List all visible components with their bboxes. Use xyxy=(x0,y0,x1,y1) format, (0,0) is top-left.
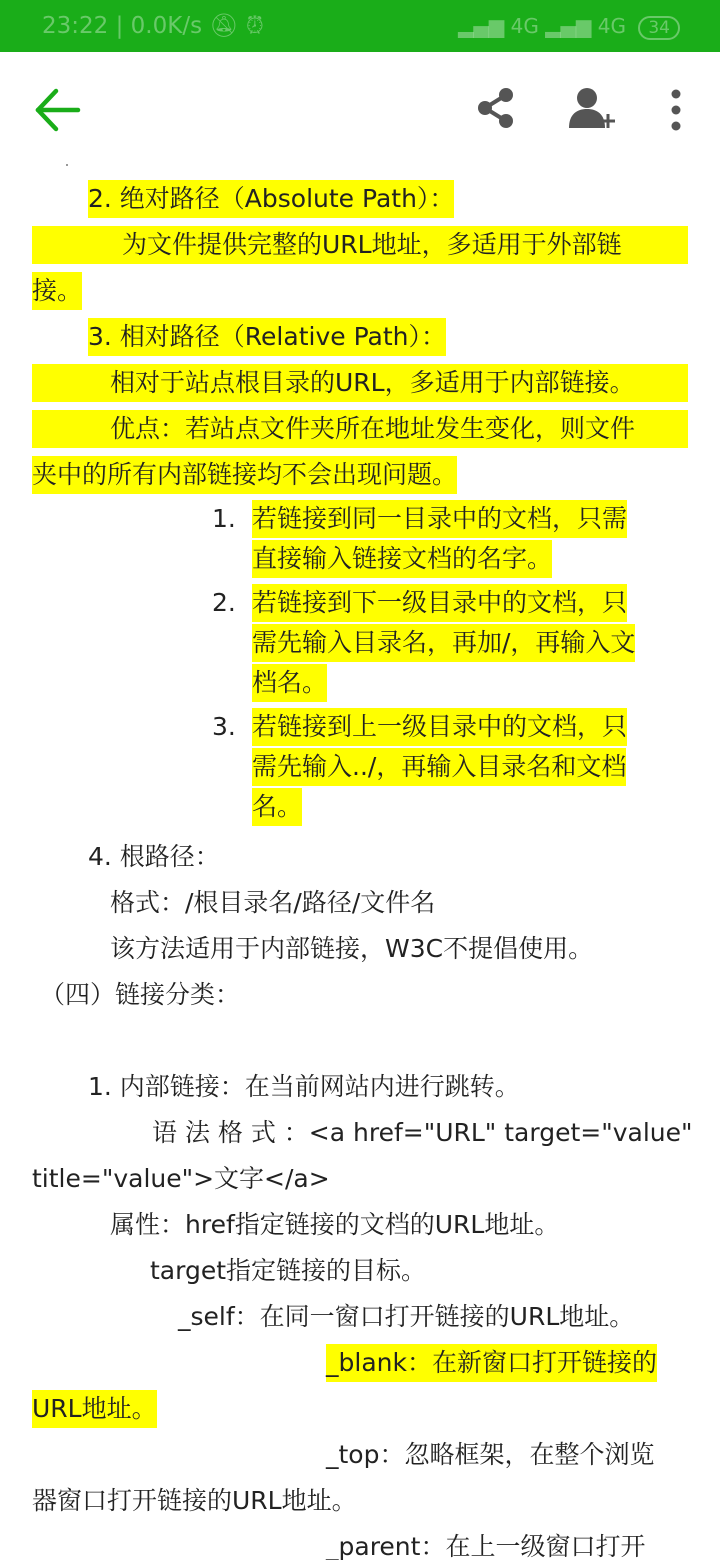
syntax-line2: title="value">文字</a> xyxy=(32,1164,330,1193)
target-blank-line1: _blank：在新窗口打开链接的 xyxy=(326,1344,657,1382)
list-number: 1. xyxy=(212,504,236,533)
target-top-line1: _top：忽略框架，在整个浏览 xyxy=(326,1440,655,1469)
mute-icon: 🔕︎ xyxy=(209,13,239,39)
target-parent-line1: _parent：在上一级窗口打开 xyxy=(326,1532,646,1560)
internal-link-heading: 1. 内部链接：在当前网站内进行跳转。 xyxy=(88,1072,520,1101)
more-vertical-icon xyxy=(664,88,688,132)
target-blank-line2: URL地址。 xyxy=(32,1390,157,1428)
add-user-button[interactable] xyxy=(568,86,616,132)
list-item-line: 档名。 xyxy=(252,664,327,702)
status-speed: 0.0K/s xyxy=(130,13,203,39)
attr-href: 属性：href指定链接的文档的URL地址。 xyxy=(110,1210,560,1239)
absolute-path-heading: 2. 绝对路径（Absolute Path）： xyxy=(88,180,454,218)
root-path-format: 格式：/根目录名/路径/文件名 xyxy=(110,888,436,917)
list-item-line: 直接输入链接文档的名字。 xyxy=(252,540,552,578)
network-type-2: 4G xyxy=(597,14,626,38)
status-right xyxy=(458,0,680,52)
target-self: _self：在同一窗口打开链接的URL地址。 xyxy=(178,1302,635,1331)
share-icon xyxy=(474,86,518,130)
list-number: 3. xyxy=(212,712,236,741)
signal-icon: ▂▄▆ xyxy=(545,14,592,38)
more-options-button[interactable] xyxy=(664,88,688,132)
status-time: 23:22 xyxy=(42,13,109,39)
root-path-heading: 4. 根路径： xyxy=(88,842,220,871)
section-link-types: （四）链接分类： xyxy=(40,980,241,1009)
alarm-icon: ⏰︎ xyxy=(245,13,264,39)
root-path-desc: 该方法适用于内部链接，W3C不提倡使用。 xyxy=(110,934,594,963)
stray-dot xyxy=(66,164,68,166)
arrow-left-icon xyxy=(30,82,86,138)
back-button[interactable] xyxy=(30,82,86,138)
battery-indicator: 34 xyxy=(638,16,680,40)
attr-target: target指定链接的目标。 xyxy=(150,1256,427,1285)
share-button[interactable] xyxy=(474,86,518,130)
list-item-line: 若链接到下一级目录中的文档，只 xyxy=(252,584,627,622)
relative-path-heading: 3. 相对路径（Relative Path）： xyxy=(88,318,446,356)
signal-icon: ▂▄▆ xyxy=(458,14,505,38)
relative-path-advantage-line1: 优点：若站点文件夹所在地址发生变化，则文件 xyxy=(32,410,688,448)
status-left xyxy=(42,0,264,52)
list-item-line: 若链接到同一目录中的文档，只需 xyxy=(252,500,627,538)
toolbar xyxy=(0,52,720,164)
absolute-path-desc-line1: 为文件提供完整的URL地址，多适用于外部链 xyxy=(32,226,688,264)
list-item-line: 名。 xyxy=(252,788,302,826)
relative-path-advantage-line2: 夹中的所有内部链接均不会出现问题。 xyxy=(32,456,457,494)
relative-path-desc: 相对于站点根目录的URL，多适用于内部链接。 xyxy=(32,364,688,402)
list-number: 2. xyxy=(212,588,236,617)
list-item-line: 需先输入目录名，再加/，再输入文 xyxy=(252,624,635,662)
status-bar xyxy=(0,0,720,52)
note-content[interactable] xyxy=(0,164,720,1560)
add-user-icon xyxy=(568,86,616,132)
target-top-line2: 器窗口打开链接的URL地址。 xyxy=(32,1486,357,1515)
list-item-line: 若链接到上一级目录中的文档，只 xyxy=(252,708,627,746)
syntax-line1: 语 法 格 式 ：<a href="URL" target="value" xyxy=(152,1118,693,1147)
status-separator: | xyxy=(115,13,131,39)
list-item-line: 需先输入../，再输入目录名和文档 xyxy=(252,748,626,786)
absolute-path-desc-line2: 接。 xyxy=(32,272,82,310)
network-type-1: 4G xyxy=(510,14,539,38)
